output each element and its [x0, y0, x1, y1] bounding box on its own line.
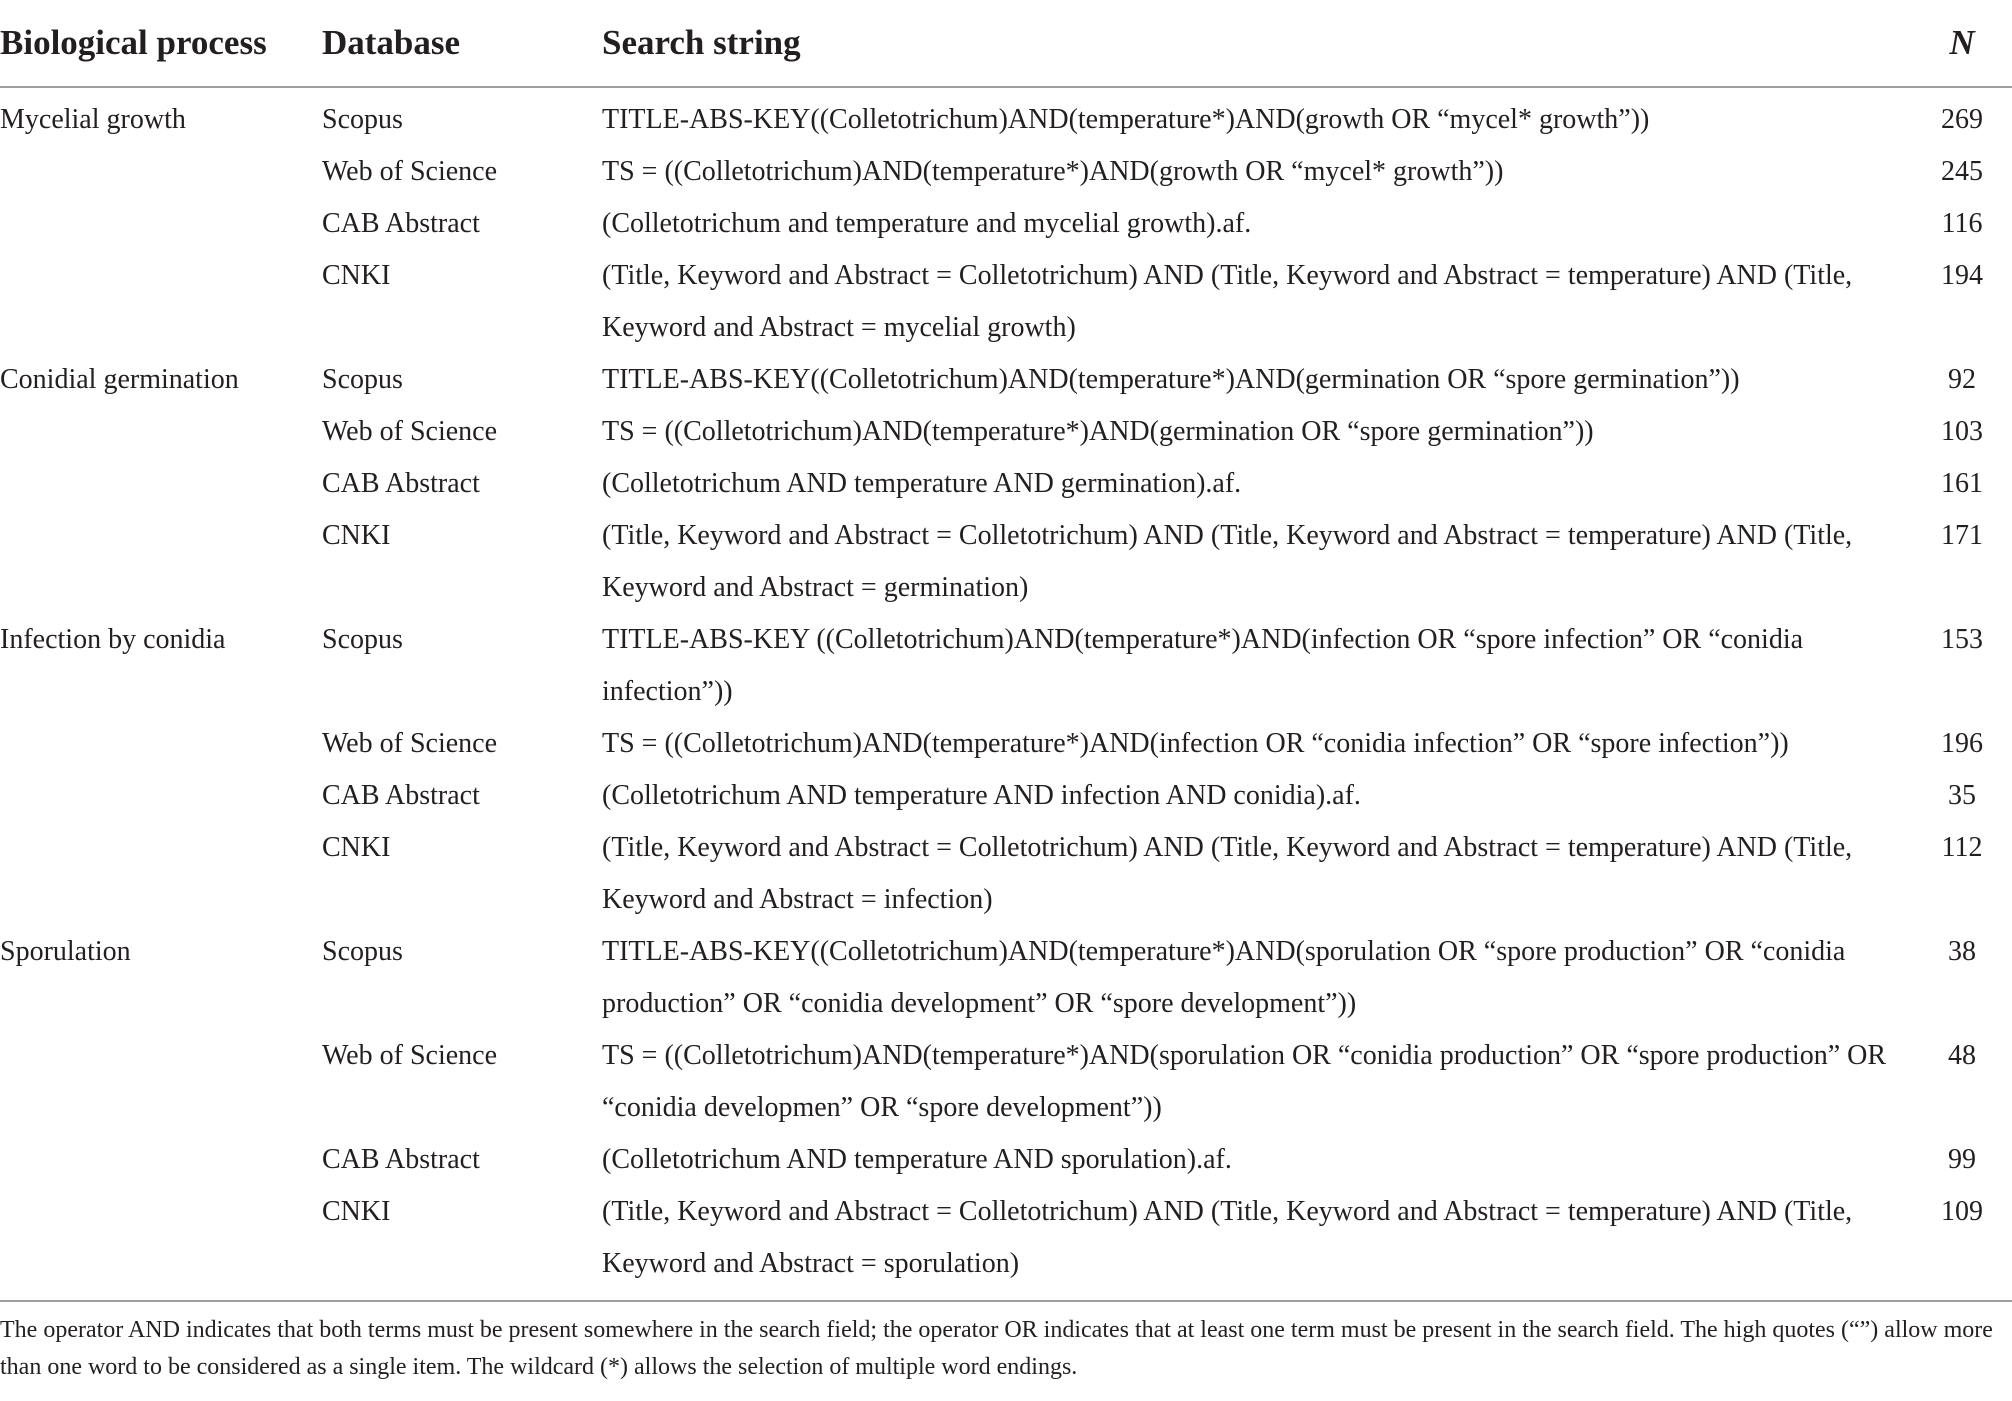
database-cell: CNKI	[322, 832, 391, 863]
bottom-rule	[0, 1301, 2012, 1302]
search-string-cell: (Colletotrichum AND temperature AND sporulation).af.	[602, 1144, 1232, 1175]
process-cell	[0, 1134, 322, 1186]
search-string-cell: TS = ((Colletotrichum)AND(temperature*)AND(sporulation OR “conidia production” OR “spore production” OR “conidia developmen” OR “spore development”))	[602, 1040, 1887, 1123]
process-cell	[0, 406, 322, 458]
search-string-cell: TITLE-ABS-KEY((Colletotrichum)AND(temperature*)AND(sporulation OR “spore production” OR “conidia production” OR “conidia development” OR “spore development”))	[602, 936, 1846, 1019]
header-database: Database	[322, 0, 602, 87]
n-cell: 99	[1948, 1144, 1976, 1175]
header-n: N	[1912, 0, 2012, 87]
database-cell: Web of Science	[322, 416, 497, 447]
table-footnote: The operator AND indicates that both terms must be present somewhere in the search field; the operator OR indicates that at least one term must be present in the search field. The high quotes (“”) allow more than one word to be considered as a single item. The wildcard (*) allows the selection of multiple word endings.	[0, 1317, 1993, 1380]
process-cell	[0, 770, 322, 822]
table-row	[0, 146, 2012, 198]
database-cell: Scopus	[322, 364, 403, 395]
search-string-cell: (Colletotrichum and temperature and mycelial growth).af.	[602, 208, 1252, 239]
table-row	[0, 1134, 2012, 1186]
database-cell: Scopus	[322, 936, 403, 967]
search-string-cell: (Title, Keyword and Abstract = Colletotrichum) AND (Title, Keyword and Abstract = temperature) AND (Title, Keyword and Abstract = sporulation)	[602, 1196, 1853, 1279]
table-row	[0, 250, 2012, 354]
process-cell	[0, 822, 322, 926]
database-cell: Scopus	[322, 104, 403, 135]
search-string-cell: (Colletotrichum AND temperature AND infection AND conidia).af.	[602, 780, 1361, 811]
search-string-cell: TITLE-ABS-KEY ((Colletotrichum)AND(temperature*)AND(infection OR “spore infection” OR “conidia infection”))	[602, 624, 1804, 707]
n-cell: 161	[1941, 468, 1983, 499]
process-cell	[0, 250, 322, 354]
n-cell: 35	[1948, 780, 1976, 811]
n-cell: 112	[1941, 832, 1983, 863]
database-cell: Web of Science	[322, 1040, 497, 1071]
n-cell: 92	[1948, 364, 1976, 395]
n-cell: 109	[1941, 1196, 1983, 1227]
process-cell	[0, 1186, 322, 1301]
n-cell: 38	[1948, 936, 1976, 967]
process-cell	[0, 198, 322, 250]
table-body	[0, 87, 2012, 1302]
table-row	[0, 458, 2012, 510]
header-biological-process: Biological process	[0, 0, 322, 87]
table-row	[0, 822, 2012, 926]
database-cell: CAB Abstract	[322, 208, 480, 239]
process-cell	[0, 510, 322, 614]
database-cell: CAB Abstract	[322, 780, 480, 811]
n-cell: 171	[1941, 520, 1983, 551]
table-row	[0, 1030, 2012, 1134]
database-cell: CAB Abstract	[322, 1144, 480, 1175]
table-row	[0, 510, 2012, 614]
search-string-cell: (Title, Keyword and Abstract = Colletotrichum) AND (Title, Keyword and Abstract = temperature) AND (Title, Keyword and Abstract = infection)	[602, 832, 1853, 915]
n-cell: 48	[1948, 1040, 1976, 1071]
header-search-string: Search string	[602, 0, 1912, 87]
database-cell: CNKI	[322, 1196, 391, 1227]
database-cell: Scopus	[322, 624, 403, 655]
process-cell	[0, 718, 322, 770]
process-cell: Conidial germination	[0, 364, 239, 395]
search-string-cell: (Colletotrichum AND temperature AND germination).af.	[602, 468, 1242, 499]
table-row	[0, 770, 2012, 822]
database-cell: CNKI	[322, 520, 391, 551]
table-row	[0, 406, 2012, 458]
table-row	[0, 614, 2012, 718]
search-string-cell: TITLE-ABS-KEY((Colletotrichum)AND(temperature*)AND(germination OR “spore germination”))	[602, 364, 1740, 395]
database-cell: CAB Abstract	[322, 468, 480, 499]
table-row	[0, 718, 2012, 770]
table-row	[0, 926, 2012, 1030]
search-string-cell: TS = ((Colletotrichum)AND(temperature*)AND(growth OR “mycel* growth”))	[602, 156, 1504, 187]
table-row	[0, 198, 2012, 250]
n-cell: 194	[1941, 260, 1983, 291]
search-string-cell: (Title, Keyword and Abstract = Colletotrichum) AND (Title, Keyword and Abstract = temperature) AND (Title, Keyword and Abstract = germination)	[602, 520, 1853, 603]
search-string-cell: TITLE-ABS-KEY((Colletotrichum)AND(temperature*)AND(growth OR “mycel* growth”))	[602, 104, 1650, 135]
n-cell: 103	[1941, 416, 1983, 447]
process-cell: Infection by conidia	[0, 624, 226, 655]
table-row	[0, 354, 2012, 406]
search-string-cell: (Title, Keyword and Abstract = Colletotrichum) AND (Title, Keyword and Abstract = temperature) AND (Title, Keyword and Abstract = mycelial growth)	[602, 260, 1853, 343]
database-cell: Web of Science	[322, 156, 497, 187]
table-row	[0, 87, 2012, 146]
process-cell	[0, 146, 322, 198]
table-row	[0, 1186, 2012, 1301]
database-cell: Web of Science	[322, 728, 497, 759]
n-cell: 269	[1941, 104, 1983, 135]
n-cell: 196	[1941, 728, 1983, 759]
n-cell: 153	[1941, 624, 1983, 655]
n-cell: 245	[1941, 156, 1983, 187]
bottom-rule-row	[0, 1301, 2012, 1302]
process-cell	[0, 1030, 322, 1134]
process-cell	[0, 458, 322, 510]
search-string-cell: TS = ((Colletotrichum)AND(temperature*)AND(infection OR “conidia infection” OR “spore infection”))	[602, 728, 1789, 759]
table-header	[0, 0, 2012, 87]
n-cell: 116	[1941, 208, 1983, 239]
process-cell: Sporulation	[0, 936, 131, 967]
database-cell: CNKI	[322, 260, 391, 291]
search-string-cell: TS = ((Colletotrichum)AND(temperature*)AND(germination OR “spore germination”))	[602, 416, 1594, 447]
header-row	[0, 0, 2012, 87]
process-cell: Mycelial growth	[0, 104, 186, 135]
